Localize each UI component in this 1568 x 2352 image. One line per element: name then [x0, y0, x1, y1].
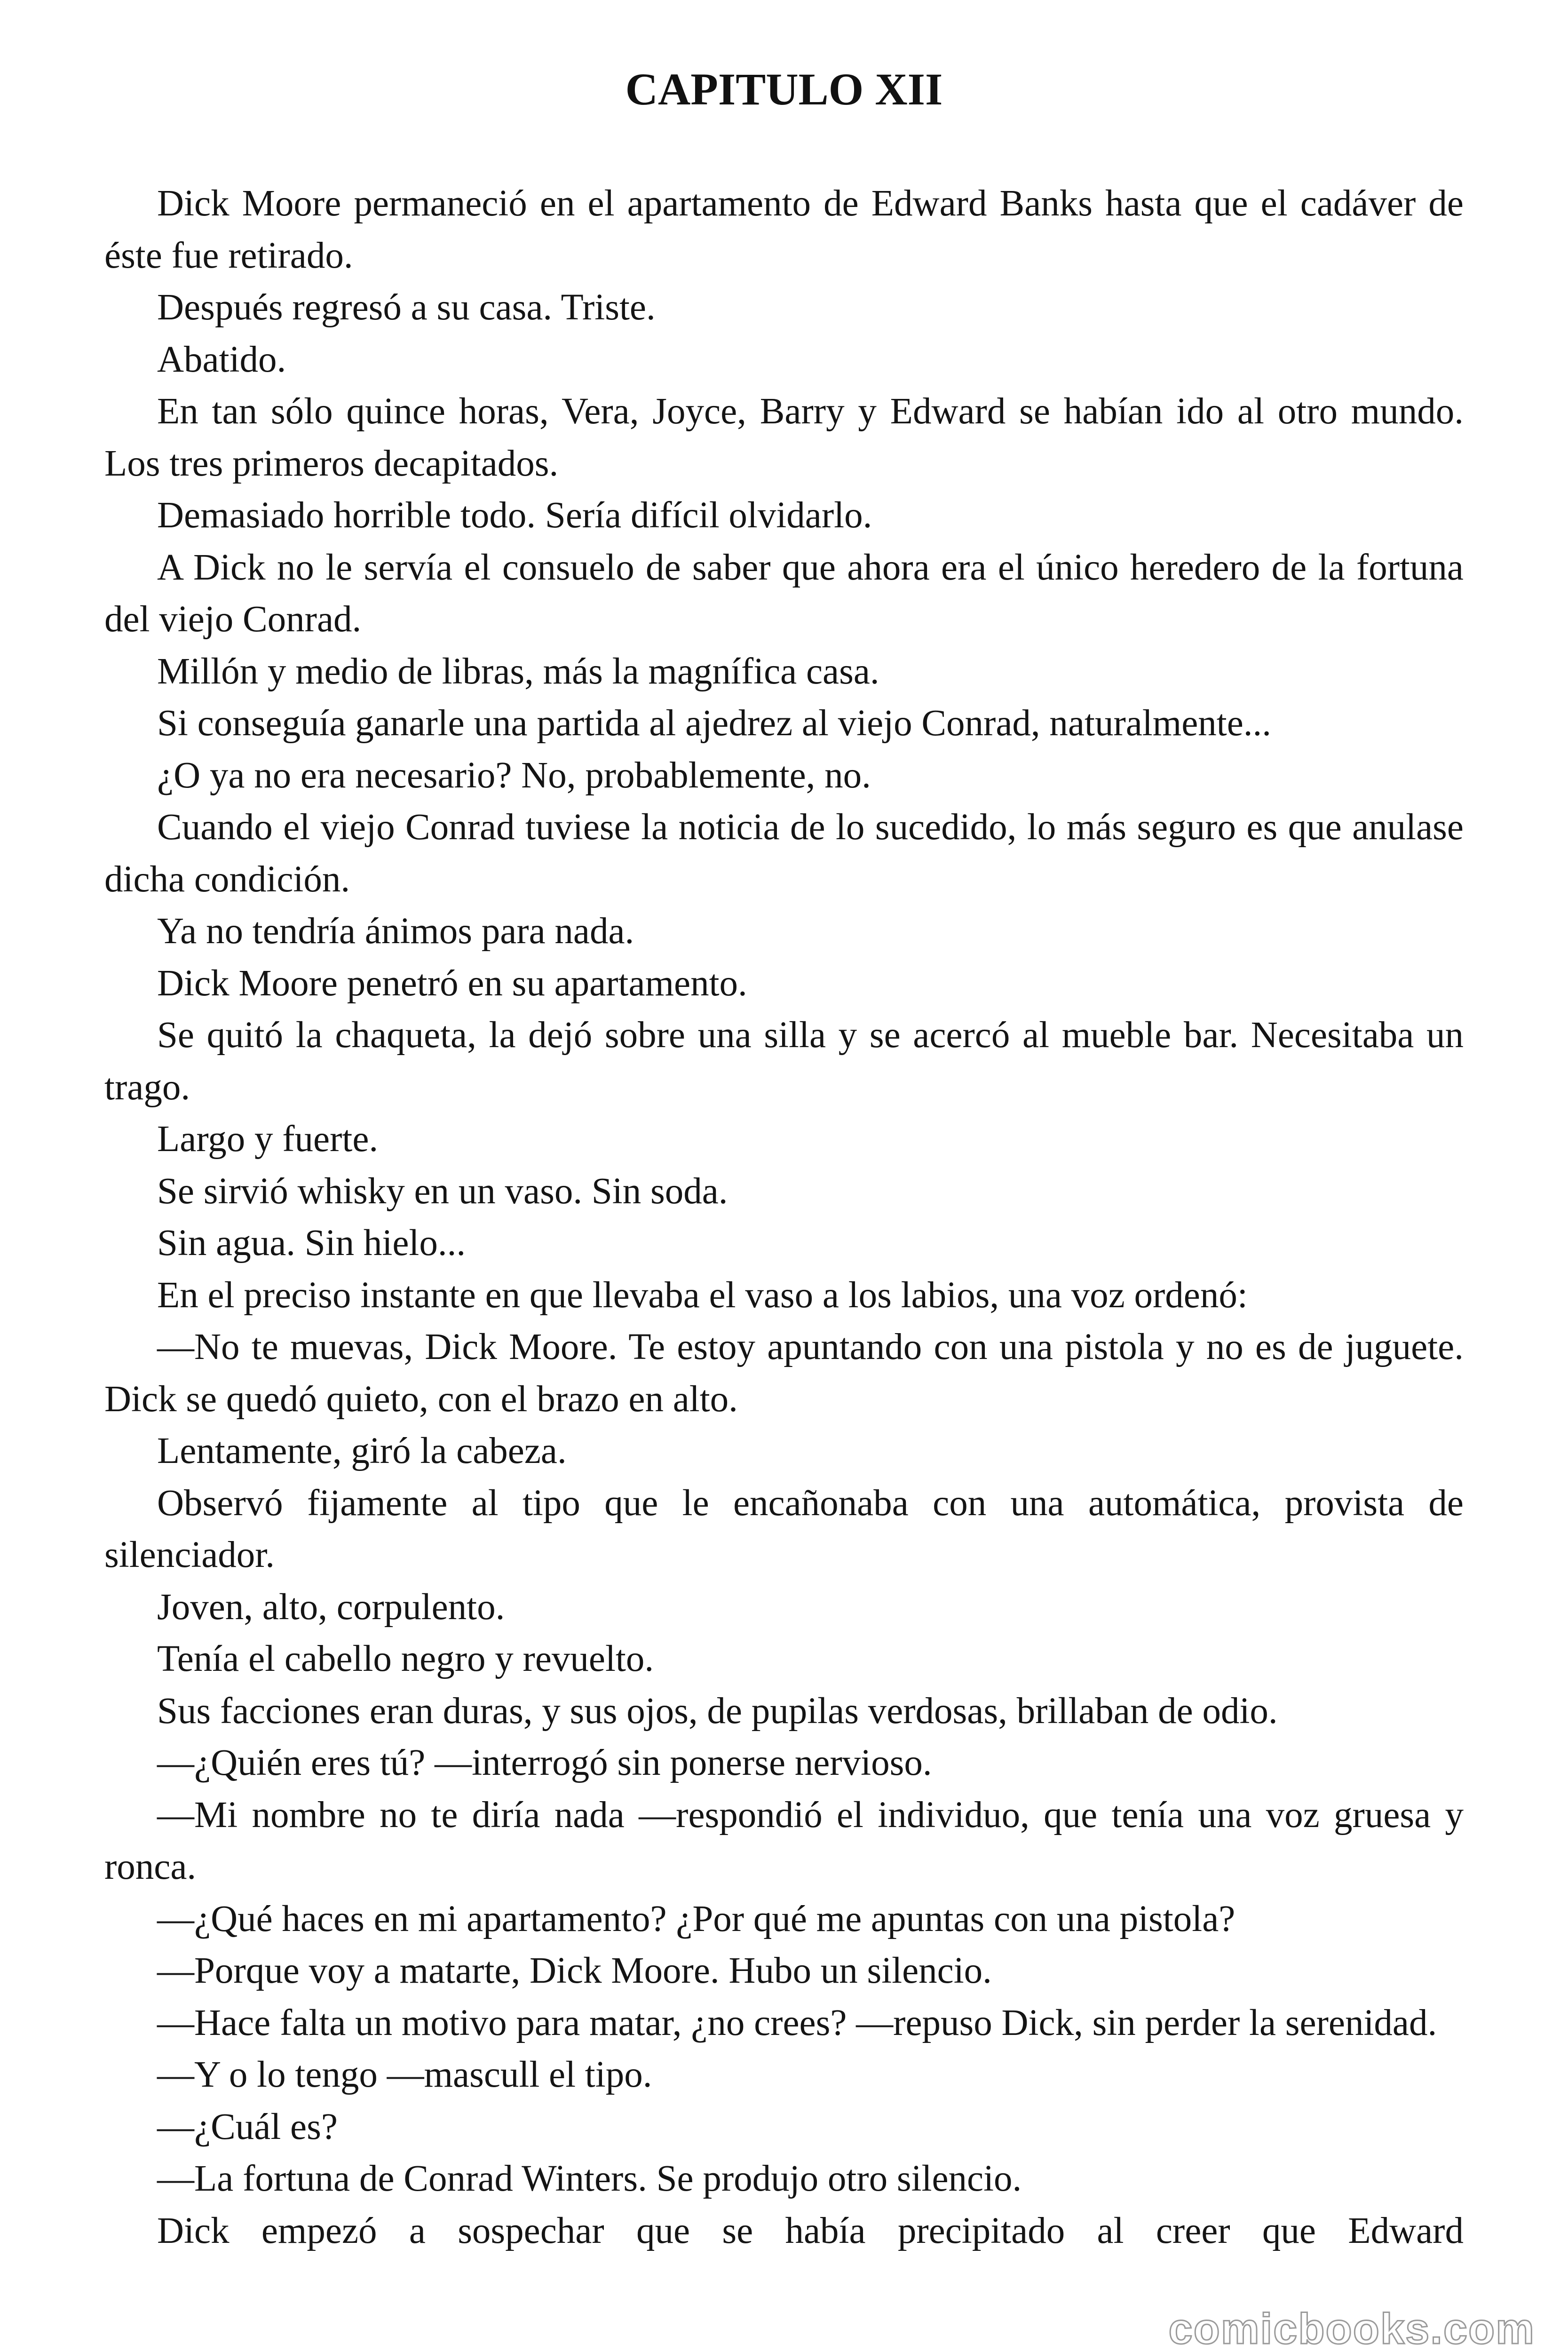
paragraph: Dick empezó a sospechar que se había precipitado al creer que Edward [157, 2210, 1464, 2251]
chapter-title: CAPITULO XII [625, 64, 943, 114]
paragraph: —¿Qué haces en mi apartamento? ¿Por qué me apuntas con una pistola? [157, 1898, 1235, 1939]
paragraph: Lentamente, giró la cabeza. [157, 1430, 567, 1471]
paragraph: —Hace falta un motivo para matar, ¿no crees? —repuso Dick, sin perder la serenidad. [157, 2002, 1437, 2043]
paragraph: Ya no tendría ánimos para nada. [157, 911, 634, 952]
paragraph: ¿O ya no era necesario? No, probablemente, no. [157, 755, 871, 796]
paragraph: Después regresó a su casa. Triste. [157, 287, 656, 328]
paragraph: Dick Moore penetró en su apartamento. [157, 962, 747, 1004]
paragraph: A Dick no le servía el consuelo de saber que ahora era el único heredero de la fortuna del viejo Conrad. [104, 547, 1464, 640]
paragraph: Observó fijamente al tipo que le encañonaba con una automática, provista de silenciador. [104, 1482, 1464, 1575]
paragraph: Millón y medio de libras, más la magnífica casa. [157, 651, 879, 692]
watermark-logo: comicbooks.com [1168, 2305, 1535, 2352]
paragraph: En tan sólo quince horas, Vera, Joyce, Barry y Edward se habían ido al otro mundo. Los tres primeros decapitados. [104, 391, 1464, 484]
paragraph: —No te muevas, Dick Moore. Te estoy apuntando con una pistola y no es de juguete. Dick se quedó quieto, con el brazo en alto. [104, 1327, 1464, 1420]
paragraph: Cuando el viejo Conrad tuviese la noticia de lo sucedido, lo más seguro es que anulase dicha condición. [104, 807, 1464, 900]
paragraph: Joven, alto, corpulento. [157, 1586, 505, 1628]
paragraph: Sin agua. Sin hielo... [157, 1223, 466, 1263]
paragraph: Se quitó la chaqueta, la dejó sobre una silla y se acercó al mueble bar. Necesitaba un trago. [104, 1015, 1464, 1108]
chapter-body [104, 178, 1464, 2257]
paragraph: Sus facciones eran duras, y sus ojos, de pupilas verdosas, brillaban de odio. [157, 1690, 1278, 1732]
paragraph: Tenía el cabello negro y revuelto. [157, 1638, 654, 1679]
paragraph: —Porque voy a matarte, Dick Moore. Hubo un silencio. [157, 1950, 992, 1991]
paragraph: En el preciso instante en que llevaba el vaso a los labios, una voz ordenó: [157, 1274, 1248, 1316]
paragraph: Dick Moore permaneció en el apartamento de Edward Banks hasta que el cadáver de éste fue retirado. [104, 183, 1464, 276]
paragraph: Si conseguía ganarle una partida al ajedrez al viejo Conrad, naturalmente... [157, 703, 1272, 744]
paragraph: Demasiado horrible todo. Sería difícil olvidarlo. [157, 495, 872, 536]
paragraph: Largo y fuerte. [157, 1119, 379, 1160]
paragraph: —La fortuna de Conrad Winters. Se produjo otro silencio. [157, 2158, 1022, 2199]
paragraph: —Y o lo tengo —mascull el tipo. [157, 2054, 652, 2095]
paragraph: —¿Quién eres tú? —interrogó sin ponerse nervioso. [157, 1742, 932, 1783]
paragraph: —Mi nombre no te diría nada —respondió el individuo, que tenía una voz gruesa y ronca. [104, 1794, 1464, 1887]
paragraph: Abatido. [157, 339, 286, 380]
paragraph: Se sirvió whisky en un vaso. Sin soda. [157, 1170, 728, 1212]
paragraph: —¿Cuál es? [157, 2106, 338, 2147]
